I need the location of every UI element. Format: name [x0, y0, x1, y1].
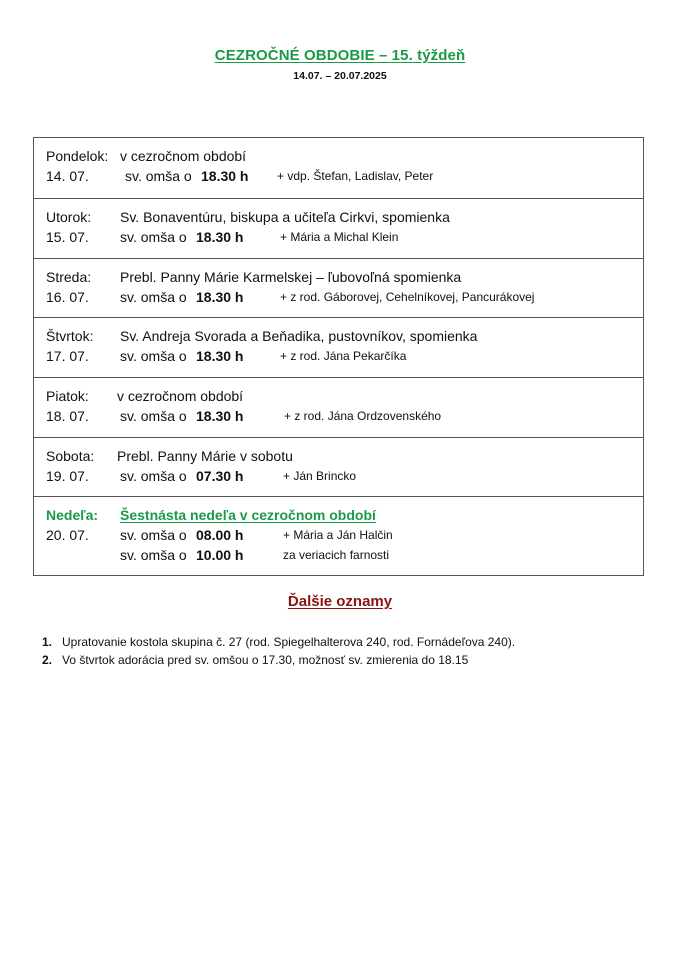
day-feast: Prebl. Panny Márie Karmelskej – ľubovoľná spomienka	[120, 269, 462, 285]
mass-intention: + vdp. Štefan, Ladislav, Peter	[277, 169, 434, 183]
mass-time: 18.30 h	[196, 289, 244, 305]
day-date: 18. 07.	[46, 408, 89, 424]
list-item	[42, 651, 662, 669]
day-row-wednesday	[34, 258, 643, 317]
item-text: Upratovanie kostola skupina č. 27 (rod. Spiegelhalterova 240, rod. Fornádeľova 240).	[62, 635, 516, 649]
mass-time: 10.00 h	[196, 547, 244, 563]
mass-time: 08.00 h	[196, 527, 244, 543]
mass-label: sv. omša o	[120, 289, 187, 305]
mass-label: sv. omša o	[125, 168, 192, 184]
day-feast: Sv. Andreja Svorada a Beňadika, pustovníkov, spomienka	[120, 328, 478, 344]
mass-intention: + z rod. Gáborovej, Cehelníkovej, Pancurákovej	[280, 290, 535, 304]
week-dates: 14.07. – 20.07.2025	[293, 70, 387, 82]
day-row-friday	[34, 377, 643, 437]
day-date: 15. 07.	[46, 229, 89, 245]
mass-time: 18.30 h	[196, 229, 244, 245]
day-row-thursday	[34, 317, 643, 377]
announcements-list	[42, 633, 662, 669]
day-date: 14. 07.	[46, 168, 89, 184]
day-row-sunday	[34, 496, 643, 575]
mass-intention: + Mária a Michal Klein	[280, 230, 399, 244]
mass-schedule-table	[33, 137, 644, 576]
day-date: 16. 07.	[46, 289, 89, 305]
day-date: 20. 07.	[46, 527, 89, 543]
day-feast: v cezročnom období	[120, 148, 247, 164]
mass-intention: + z rod. Jána Ordzovenského	[284, 409, 442, 423]
list-item	[42, 633, 662, 651]
mass-intention: za veriacich farnosti	[283, 548, 390, 562]
day-row-tuesday	[34, 198, 643, 258]
week-title: CEZROČNÉ OBDOBIE – 15. týždeň	[214, 47, 466, 64]
item-text: Vo štvrtok adorácia pred sv. omšou o 17.30, možnosť sv. zmierenia do 18.15	[62, 653, 469, 667]
mass-label: sv. omša o	[120, 408, 187, 424]
day-name: Piatok:	[46, 388, 89, 404]
day-name: Utorok:	[46, 209, 92, 225]
day-feast: Šestnásta nedeľa v cezročnom období	[120, 507, 376, 523]
item-number: 1.	[42, 635, 53, 649]
day-feast: Sv. Bonaventúru, biskupa a učiteľa Cirkvi, spomienka	[120, 209, 450, 225]
mass-intention: + Mária a Ján Halčin	[283, 528, 393, 542]
mass-time: 07.30 h	[196, 468, 244, 484]
page-header	[0, 47, 680, 82]
mass-label: sv. omša o	[120, 229, 187, 245]
day-name: Štvrtok:	[46, 328, 94, 344]
mass-intention: + z rod. Jána Pekarčíka	[280, 349, 407, 363]
day-date: 19. 07.	[46, 468, 89, 484]
mass-time: 18.30 h	[196, 348, 244, 364]
day-feast: v cezročnom období	[117, 388, 244, 404]
mass-label: sv. omša o	[120, 527, 187, 543]
mass-time: 18.30 h	[196, 408, 244, 424]
day-row-monday	[34, 138, 643, 198]
day-name: Streda:	[46, 269, 92, 285]
day-name: Nedeľa:	[46, 507, 99, 523]
item-number: 2.	[42, 653, 53, 667]
announcements-title: Ďalšie oznamy	[287, 593, 393, 610]
day-row-saturday	[34, 437, 643, 496]
day-name: Pondelok:	[46, 148, 109, 164]
mass-time: 18.30 h	[201, 168, 249, 184]
day-feast: Prebl. Panny Márie v sobotu	[117, 448, 293, 464]
day-name: Sobota:	[46, 448, 95, 464]
mass-label: sv. omša o	[120, 468, 187, 484]
mass-intention: + Ján Brincko	[283, 469, 357, 483]
mass-label: sv. omša o	[120, 547, 187, 563]
mass-label: sv. omša o	[120, 348, 187, 364]
day-date: 17. 07.	[46, 348, 89, 364]
